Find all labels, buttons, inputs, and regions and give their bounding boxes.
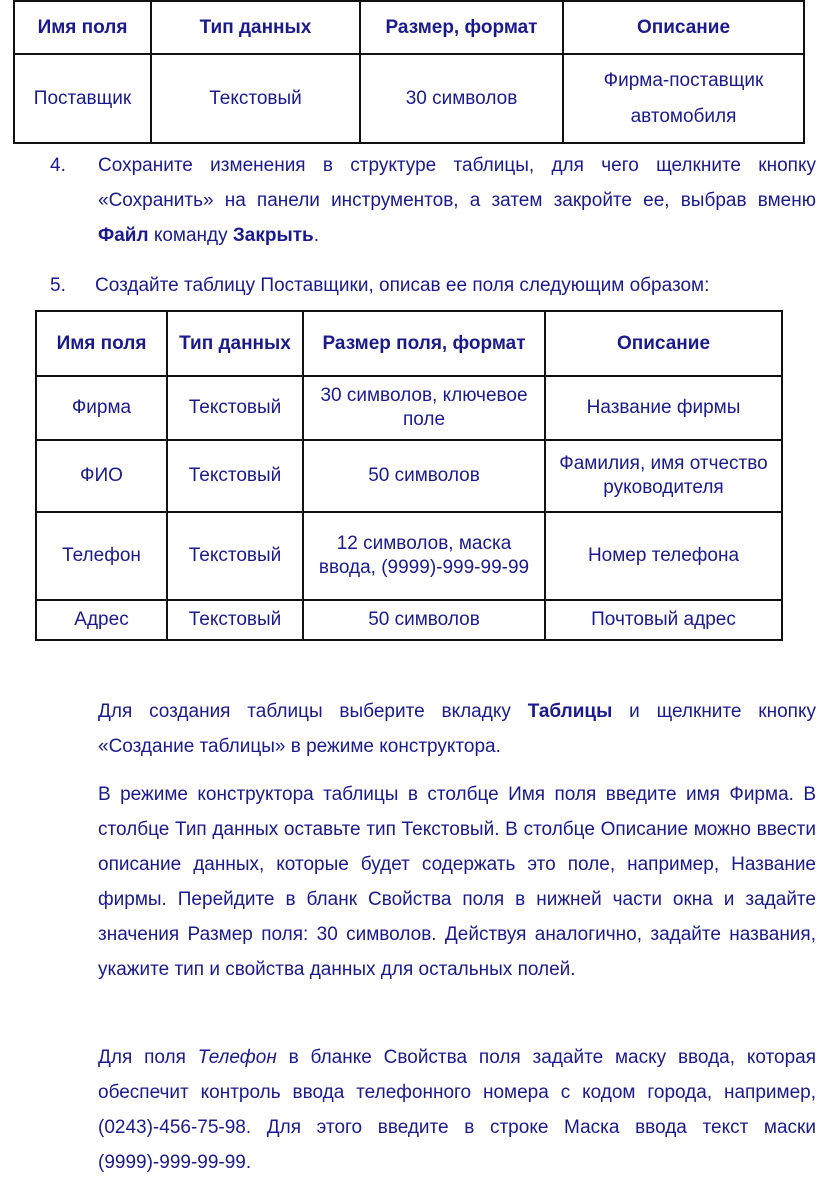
italic-phone-field: Телефон: [197, 1047, 277, 1068]
header-size-format: Размер поля, формат: [303, 311, 545, 376]
fields-table-1: [13, 0, 805, 144]
list-number: 5.: [50, 275, 66, 296]
header-data-type: Тип данных: [151, 1, 360, 54]
text-span: Для создания таблицы выберите вкладку: [98, 701, 528, 722]
description-line: Фирма-поставщик: [603, 69, 764, 91]
cell-size: 30 символов: [360, 54, 563, 143]
cell-description: Номер телефона: [545, 512, 782, 600]
fields-table-2: [35, 310, 783, 641]
cell-size: 12 символов, маска ввода, (9999)-999-99-99: [303, 512, 545, 600]
text-span: команду: [148, 225, 233, 246]
cell-size: 50 символов: [303, 600, 545, 640]
table-row: [36, 440, 782, 512]
header-field-name: Имя поля: [36, 311, 167, 376]
header-field-name: Имя поля: [14, 1, 151, 54]
list-item-4: [0, 148, 816, 258]
bold-menu-file: Файл: [98, 225, 149, 246]
cell-field-name: Фирма: [36, 376, 167, 440]
header-description: Описание: [545, 311, 782, 376]
header-description: Описание: [563, 1, 804, 54]
cell-data-type: Текстовый: [167, 600, 303, 640]
cell-field-name: Адрес: [36, 600, 167, 640]
header-data-type: Тип данных: [167, 311, 303, 376]
paragraph-phone-mask: [98, 1040, 816, 1180]
cell-data-type: Текстовый: [167, 440, 303, 512]
cell-field-name: Поставщик: [14, 54, 151, 143]
table-header-row: [36, 311, 782, 376]
cell-data-type: Текстовый: [167, 376, 303, 440]
bold-tab-tables: Таблицы: [527, 701, 613, 722]
cell-data-type: Текстовый: [167, 512, 303, 600]
bold-command-close: Закрыть: [232, 225, 314, 246]
description-line: автомобиля: [630, 105, 737, 127]
list-item-text: [98, 148, 816, 253]
list-item-5: [0, 268, 816, 303]
text-span: Для поля: [98, 1047, 198, 1068]
paragraph-create-table: [98, 694, 816, 764]
table-header-row: [14, 1, 804, 54]
cell-size: 50 символов: [303, 440, 545, 512]
text-span: Сохраните изменения в структуре таблицы, для чего щелкните кнопку «Сохранить» на панели инструментов, а затем закройте ее, выбрав вменю: [98, 155, 816, 211]
cell-description: [563, 54, 804, 143]
cell-data-type: Текстовый: [151, 54, 360, 143]
cell-description: Название фирмы: [545, 376, 782, 440]
list-number: 4.: [50, 155, 66, 176]
table-row: [14, 54, 804, 143]
cell-size: 30 символов, ключевое поле: [303, 376, 545, 440]
cell-description: Фамилия, имя отчество руководителя: [545, 440, 782, 512]
paragraph-designer-mode: В режиме конструктора таблицы в столбце Имя поля введите имя Фирма. В столбце Тип данных оставьте тип Текстовый. В столбце Описание можно ввести описание данных, которые будет содержать это поле, например, Название фирмы. Перейдите в бланк Свойства поля в нижней части окна и задайте значения Размер поля: 30 символов. Действуя аналогично, задайте названия, укажите тип и свойства данных для остальных полей.: [98, 784, 816, 980]
table-row: [36, 512, 782, 600]
header-size-format: Размер, формат: [360, 1, 563, 54]
table-row: [36, 376, 782, 440]
text-span: в бланке Свойства поля задайте маску ввода, которая обеспечит контроль ввода телефонного номера с кодом города, например, (0243)-456-75-98. Для этого введите в строке Маска ввода текст маски (9999)-999-99-99.: [98, 1047, 816, 1173]
cell-description: Почтовый адрес: [545, 600, 782, 640]
table-row: [36, 600, 782, 640]
cell-field-name: ФИО: [36, 440, 167, 512]
text-span: и щелкните кнопку «Создание таблицы» в режиме конструктора.: [98, 701, 816, 757]
list-item-text: Создайте таблицу Поставщики, описав ее поля следующим образом:: [95, 275, 710, 296]
text-span: .: [313, 225, 319, 246]
cell-field-name: Телефон: [36, 512, 167, 600]
